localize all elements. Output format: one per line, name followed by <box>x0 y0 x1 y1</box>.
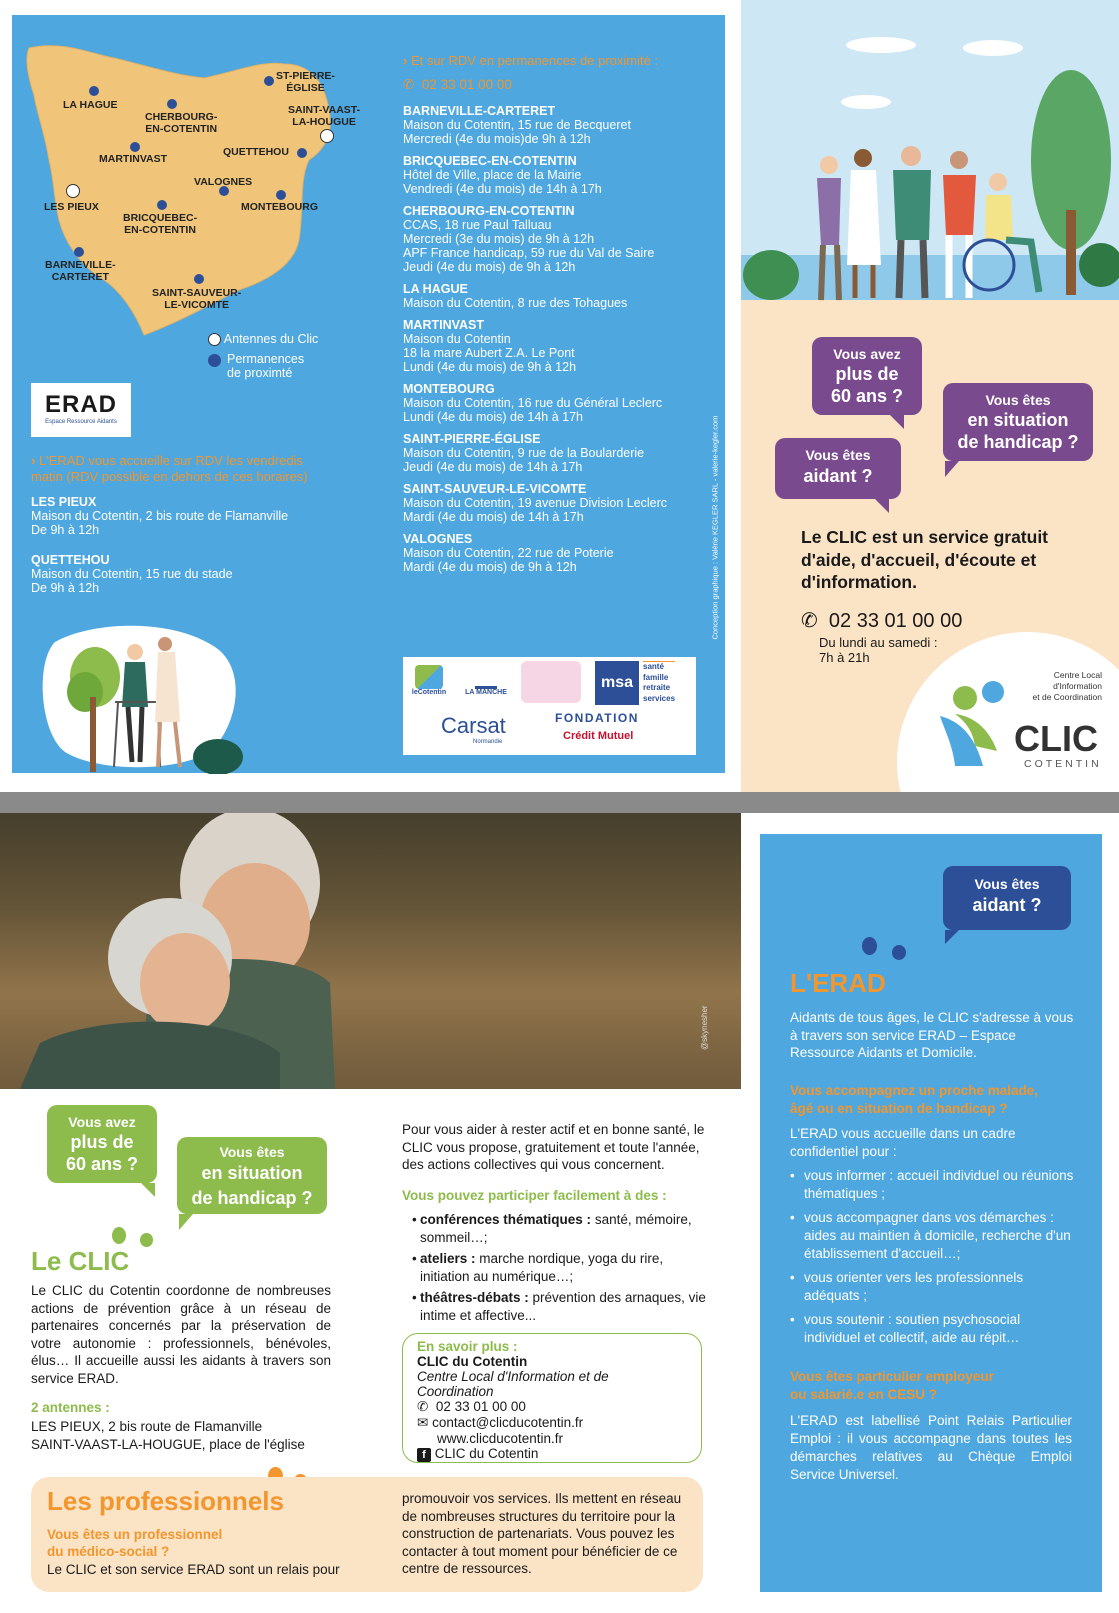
logo-manche: LA MANCHE <box>461 671 511 696</box>
map-dot-bricquebec <box>157 200 167 210</box>
map-dot-stpierre <box>264 76 274 86</box>
photo-credit: @skynesher <box>700 1005 709 1050</box>
rdv-place <box>403 154 693 196</box>
logo-fondation: FONDATION <box>555 711 639 725</box>
bubble-60ans-green: Vous avez plus de 60 ans ? <box>47 1105 157 1183</box>
clic-logo-sub: Centre Local d'Information et de Coordination <box>1032 670 1102 702</box>
erad-p1: L'ERAD vous accueille dans un cadre confidentiel pour : <box>790 1126 1016 1159</box>
rdv-place-line: Jeudi (4e du mois) de 14h à 17h <box>403 460 583 474</box>
cover-hours: Du lundi au samedi : 7h à 21h <box>819 635 938 665</box>
phone-icon: ✆ <box>801 610 818 632</box>
pros-title: Les professionnels <box>47 1486 284 1516</box>
map-label: CHERBOURG- EN-COTENTIN <box>145 111 218 135</box>
map-label: VALOGNES <box>194 176 253 188</box>
illustration-people-group <box>741 30 1119 315</box>
rdv-place-name: BRICQUEBEC-EN-COTENTIN <box>403 154 577 168</box>
bubble-60ans: Vous avez plus de 60 ans ? <box>812 337 922 415</box>
rdv-place-name: CHERBOURG-EN-COTENTIN <box>403 204 575 218</box>
erad-places: LES PIEUX Maison du Cotentin, 2 bis route de Flamanville De 9h à 12h QUETTEHOU Maison du Cotentin, 15 rue du stade De 9h à 12h <box>31 495 289 595</box>
map-label: LES PIEUX <box>44 201 99 213</box>
map-dot-lahague <box>89 86 99 96</box>
erad-intro: › L'ERAD vous accueille sur RDV les vendredis matin (RDV possible en dehors de ces horaires) <box>31 453 308 484</box>
logo-msa: msa <box>595 661 639 705</box>
map-label: SAINT-SAUVEUR- LE-VICOMTE <box>152 287 242 311</box>
contact-full: Centre Local d'Information et de Coordination <box>417 1369 609 1399</box>
facebook-icon: f <box>417 1448 431 1462</box>
map-label: ST-PIERRE- ÉGLISE <box>276 70 335 94</box>
bubble-aidant: Vous êtes aidant ? <box>775 438 901 499</box>
logo-credit-mutuel: Crédit Mutuel <box>563 730 634 742</box>
erad-title: L'ERAD <box>790 968 886 998</box>
antennes-list: LES PIEUX, 2 bis route de Flamanville SAINT-VAAST-LA-HOUGUE, place de l'église <box>31 1419 305 1452</box>
contact-web[interactable]: www.clicducotentin.fr <box>437 1431 564 1446</box>
legend-blue-dot <box>208 354 221 367</box>
rdv-place-name: VALOGNES <box>403 532 473 546</box>
rdv-place-name: MONTEBOURG <box>403 382 495 396</box>
erad-list-item: • vous soutenir : soutien psychosocial individuel et collectif, aide au répit… <box>790 1311 1080 1347</box>
cover-tagline: Le CLIC est un service gratuit d'aide, d'accueil, d'écoute et d'information. <box>801 527 1049 592</box>
erad-p2: L'ERAD est labellisé Point Relais Particulier Emploi : il vous accompagne dans toutes les démarches relatives au Chèque Emploi Service Universel. <box>790 1413 1072 1482</box>
rdv-place-line: Maison du Cotentin <box>403 332 511 346</box>
rdv-place-line: Maison du Cotentin, 16 rue du Général Leclerc <box>403 396 663 410</box>
map-ring-lespieux <box>66 184 80 198</box>
map-label: MONTEBOURG <box>241 201 318 213</box>
navy-dots <box>862 937 877 955</box>
map-dot-stsauveur <box>194 274 204 284</box>
rdv-place-line: Maison du Cotentin, 15 rue de Becqueret <box>403 118 631 132</box>
map-label: MARTINVAST <box>99 153 168 165</box>
illustration-elderly-walker <box>40 622 250 774</box>
erad-logo: ERAD Espace Ressource Aidants <box>31 383 131 437</box>
mail-icon: ✉ <box>417 1415 429 1430</box>
rdv-phone: ✆ 02 33 01 00 00 <box>403 77 512 92</box>
erad-list-item: • vous orienter vers les professionnels adéquats ; <box>790 1269 1080 1305</box>
rdv-place-name: BARNEVILLE-CARTERET <box>403 104 556 118</box>
logo-universite <box>521 661 581 703</box>
rdv-place <box>403 382 693 424</box>
map-dot-cherbourg <box>167 99 177 109</box>
erad-intro-text: Aidants de tous âges, le CLIC s'adresse à vous à travers son service ERAD – Espace Ressource Aidants et Domicile. <box>790 1010 1074 1060</box>
rdv-place-line: Lundi (4e du mois) de 14h à 17h <box>403 410 583 424</box>
clic-logo-place: COTENTIN <box>1024 758 1102 770</box>
rdv-place <box>403 482 693 524</box>
photo-couple <box>0 813 741 1089</box>
rdv-place-line: 18 la mare Aubert Z.A. Le Pont <box>403 346 575 360</box>
phone-icon: ✆ <box>417 1399 429 1414</box>
rdv-title: › Et sur RDV en permanences de proximité : <box>403 53 659 68</box>
map-label: LA HAGUE <box>63 99 118 111</box>
clic-body: Le CLIC du Cotentin coordonne de nombreuses actions de prévention grâce à un réseau de partenaires concernés par la préservation de votre autonomie : professionnels, bénévoles, élus… Il accueille aussi les aidants à travers son service ERAD. <box>31 1283 331 1386</box>
rdv-place <box>403 104 693 146</box>
rdv-place-line: Jeudi (4e du mois) de 9h à 12h <box>403 260 576 274</box>
separator-band <box>0 792 1119 813</box>
rdv-place-name: MARTINVAST <box>403 318 485 332</box>
clic-logo-name: CLIC <box>1014 718 1098 759</box>
map-label: SAINT-VAAST- LA-HOUGUE <box>288 104 361 128</box>
rdv-place-line: Maison du Cotentin, 9 rue de la Boularderie <box>403 446 645 460</box>
clic-logo-mark <box>935 676 1020 771</box>
rdv-place-line: Mardi (4e du mois) de 14h à 17h <box>403 510 584 524</box>
msa-text: santé famille retraite services <box>643 662 676 703</box>
credit-vertical: Conception graphique : Valérie KEGLER SARL - valerie-kegler.com <box>710 415 720 640</box>
map-dot-montebourg <box>276 190 286 200</box>
contact-box <box>402 1333 702 1463</box>
antennes-title: 2 antennes : <box>31 1400 110 1415</box>
actions-list <box>412 1211 710 1328</box>
erad-q2: Vous êtes particulier employeur ou salarié.e en CESU ? <box>790 1369 994 1402</box>
contact-facebook[interactable]: CLIC du Cotentin <box>434 1446 539 1461</box>
bubble-handicap: Vous êtes en situation de handicap ? <box>943 383 1093 461</box>
rdv-place-line: APF France handicap, 59 rue du Val de Saire <box>403 246 655 260</box>
cover-phone: ✆ 02 33 01 00 00 <box>801 610 963 632</box>
partners-box: leCotentin LA MANCHE msa santé famille retraite services Carsat Normandie FONDATION Crédit Mutuel <box>403 657 696 755</box>
pros-text2: promouvoir vos services. Ils mettent en réseau de nombreuses structures du territoire pour la construction de partenariats. Vous pouvez les contacter à tout moment pour bénéficier de ce centre de ressources. <box>402 1491 682 1576</box>
contact-email[interactable]: contact@clicducotentin.fr <box>432 1415 584 1430</box>
map-label: BARNEVILLE- CARTERET <box>45 259 116 283</box>
rdv-place-line: Vendredi (4e du mois) de 14h à 17h <box>403 182 602 196</box>
rdv-place <box>403 282 693 310</box>
map-legend: Antennes du Clic Permanences de proximté <box>208 332 318 380</box>
erad-list-item: • vous informer : accueil individuel ou réunions thématiques ; <box>790 1167 1080 1203</box>
map-dot-martinvast <box>130 142 140 152</box>
pros-subtitle: Vous êtes un professionnel du médico-social ? <box>47 1527 223 1559</box>
rdv-place <box>403 432 693 474</box>
action-item: • conférences thématiques : santé, mémoire, sommeil…; <box>412 1212 692 1245</box>
clic-title: Le CLIC <box>31 1246 130 1276</box>
bubble-aidant-navy: Vous êtes aidant ? <box>943 866 1071 930</box>
map-label: QUETTEHOU <box>223 146 289 158</box>
rdv-place-name: LA HAGUE <box>403 282 468 296</box>
logo-carsat: Carsat <box>441 713 506 738</box>
actions-intro: Pour vous aider à rester actif et en bonne santé, le CLIC vous propose, gratuitement et toute l'année, des actions collectives qui vous concernent. <box>402 1122 705 1172</box>
green-dots <box>140 1233 153 1247</box>
rdv-place-line: Mercredi (3e du mois) de 9h à 12h <box>403 232 595 246</box>
rdv-place-line: Hôtel de Ville, place de la Mairie <box>403 168 582 182</box>
rdv-place-line: CCAS, 18 rue Paul Talluau <box>403 218 552 232</box>
rdv-place-line: Mardi (4e du mois) de 9h à 12h <box>403 560 577 574</box>
rdv-place-line: Lundi (4e du mois) de 9h à 12h <box>403 360 577 374</box>
map-dot-barneville <box>74 247 84 257</box>
phone-icon: ✆ <box>403 77 415 92</box>
pros-text1: Le CLIC et son service ERAD sont un relais pour <box>47 1562 340 1577</box>
logo-lecotentin: leCotentin <box>409 665 449 696</box>
legend-white-dot <box>208 333 221 346</box>
contact-title: En savoir plus : <box>417 1339 518 1354</box>
legend-permanences: Permanences de proximté <box>227 352 305 381</box>
map-ring-stvaast <box>320 129 334 143</box>
rdv-place-name: SAINT-PIERRE-ÉGLISE <box>403 432 541 446</box>
rdv-place-name: SAINT-SAUVEUR-LE-VICOMTE <box>403 482 587 496</box>
rdv-place-line: Maison du Cotentin, 19 avenue Division Leclerc <box>403 496 668 510</box>
navy-dots <box>892 945 906 960</box>
rdv-places <box>403 104 693 582</box>
rdv-place <box>403 318 693 374</box>
rdv-place-line: Mercredi (4e du mois)de 9h à 12h <box>403 132 591 146</box>
map-dot-quettehou <box>297 148 307 158</box>
contact-phone[interactable]: 02 33 01 00 00 <box>435 1399 526 1414</box>
rdv-place <box>403 204 693 274</box>
rdv-place-line: Maison du Cotentin, 8 rue des Tohagues <box>403 296 628 310</box>
erad-q1: Vous accompagnez un proche malade, âgé ou en situation de handicap ? <box>790 1083 1039 1116</box>
action-item: • ateliers : marche nordique, yoga du rire, initiation au numérique…; <box>412 1251 664 1284</box>
actions-subtitle: Vous pouvez participer facilement à des : <box>402 1188 667 1203</box>
bubble-handicap-green: Vous êtes en situation de handicap ? <box>177 1137 327 1214</box>
rdv-place <box>403 532 693 574</box>
action-item: • théâtres-débats : prévention des arnaques, vie intime et affective... <box>412 1290 706 1323</box>
contact-name: CLIC du Cotentin <box>417 1354 528 1369</box>
map-label: BRICQUEBEC- EN-COTENTIN <box>123 212 198 236</box>
rdv-place-line: Maison du Cotentin, 22 rue de Poterie <box>403 546 614 560</box>
erad-list-item: • vous accompagner dans vos démarches : aides au maintien à domicile, recherche d'un établissement d'accueil…; <box>790 1209 1080 1263</box>
erad-items <box>790 1167 1080 1353</box>
green-dots <box>112 1227 126 1244</box>
